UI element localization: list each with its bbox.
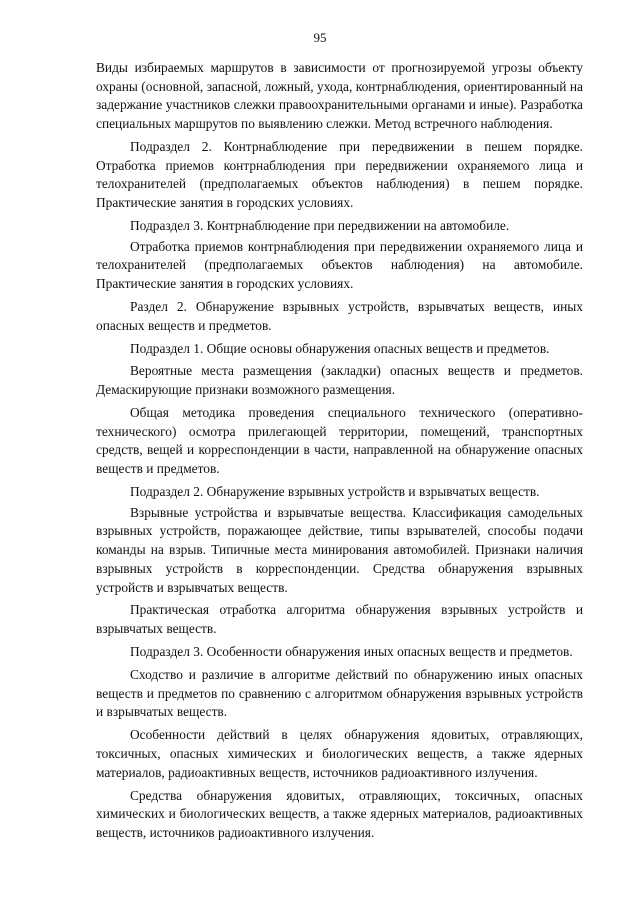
paragraph-placement: Вероятные места размещения (закладки) опасных веществ и предметов. Демаскирующие признаки возможного размещения. bbox=[96, 363, 583, 398]
document-body bbox=[96, 59, 583, 847]
paragraph-subsection-1-heading: Подраздел 1. Общие основы обнаружения опасных веществ и предметов. bbox=[130, 340, 550, 356]
paragraph-subsection-3-other-heading: Подраздел 3. Особенности обнаружения иных опасных веществ и предметов. bbox=[130, 644, 573, 660]
paragraph-car-practice: Отработка приемов контрнаблюдения при передвижении охраняемого лица и телохранителей (предполагаемых объектов наблюдения) на автомобиле. Практические занятия в городских условиях. bbox=[96, 238, 583, 292]
paragraph-algorithm-practice: Практическая отработка алгоритма обнаружения взрывных устройств и взрывчатых веществ. bbox=[96, 602, 583, 637]
paragraph-subsection-2-foot: Подраздел 2. Контрнаблюдение при передвижении в пешем порядке. Отработка приемов контрнаблюдения при передвижении охраняемого лица и телохранителей (предполагаемых объектов наблюдения) в пешем порядке. Практические занятия в городских условиях. bbox=[96, 139, 583, 211]
paragraph-similarities: Сходство и различие в алгоритме действий по обнаружению иных опасных веществ и предметов по сравнению с алгоритмом обнаружения взрывных устройств и взрывчатых веществ. bbox=[96, 666, 583, 720]
paragraph-explosive-devices: Взрывные устройства и взрывчатые вещества. Классификация самодельных взрывных устройств, поражающее действие, типы взрывателей, способы подачи команды на взрыв. Типичные места минирования автомобилей. Признаки наличия взрывных устройств в корреспонденции. Средства обнаружения взрывных устройств и взрывчатых веществ. bbox=[96, 504, 583, 595]
paragraph-section-2-heading: Раздел 2. Обнаружение взрывных устройств, взрывчатых веществ, иных опасных веществ и предметов. bbox=[96, 299, 583, 333]
paragraph-action-specifics: Особенности действий в целях обнаружения ядовитых, отравляющих, токсичных, опасных химических и биологических веществ, а также ядерных материалов, радиоактивных веществ, источников радиоактивного излучения. bbox=[96, 727, 583, 780]
paragraph-subsection-2-explosives-heading: Подраздел 2. Обнаружение взрывных устройств и взрывчатых веществ. bbox=[130, 484, 540, 500]
paragraph-subsection-3-car-heading: Подраздел 3. Контрнаблюдение при передвижении на автомобиле. bbox=[130, 218, 510, 233]
paragraph-detection-means: Средства обнаружения ядовитых, отравляющих, токсичных, опасных химических и биологических веществ, а также ядерных материалов, радиоактивных веществ, источников радиоактивного излучения. bbox=[96, 787, 583, 840]
paragraph-methodology: Общая методика проведения специального технического (оперативно-технического) осмотра прилегающей территории, помещений, транспортных средств, вещей и корреспонденции в части, направленной на обнаружение опасных веществ и предметов. bbox=[96, 405, 583, 477]
page-number: 95 bbox=[313, 30, 327, 45]
paragraph-routes: Виды избираемых маршрутов в зависимости от прогнозируемой угрозы объекту охраны (основной, запасной, ложный, ухода, контрнаблюдения, ориентированный на задержание участников слежки правоохранительными органами и иные). Разработка специальных маршрутов по выявлению слежки. Метод встречного наблюдения. bbox=[96, 60, 583, 132]
